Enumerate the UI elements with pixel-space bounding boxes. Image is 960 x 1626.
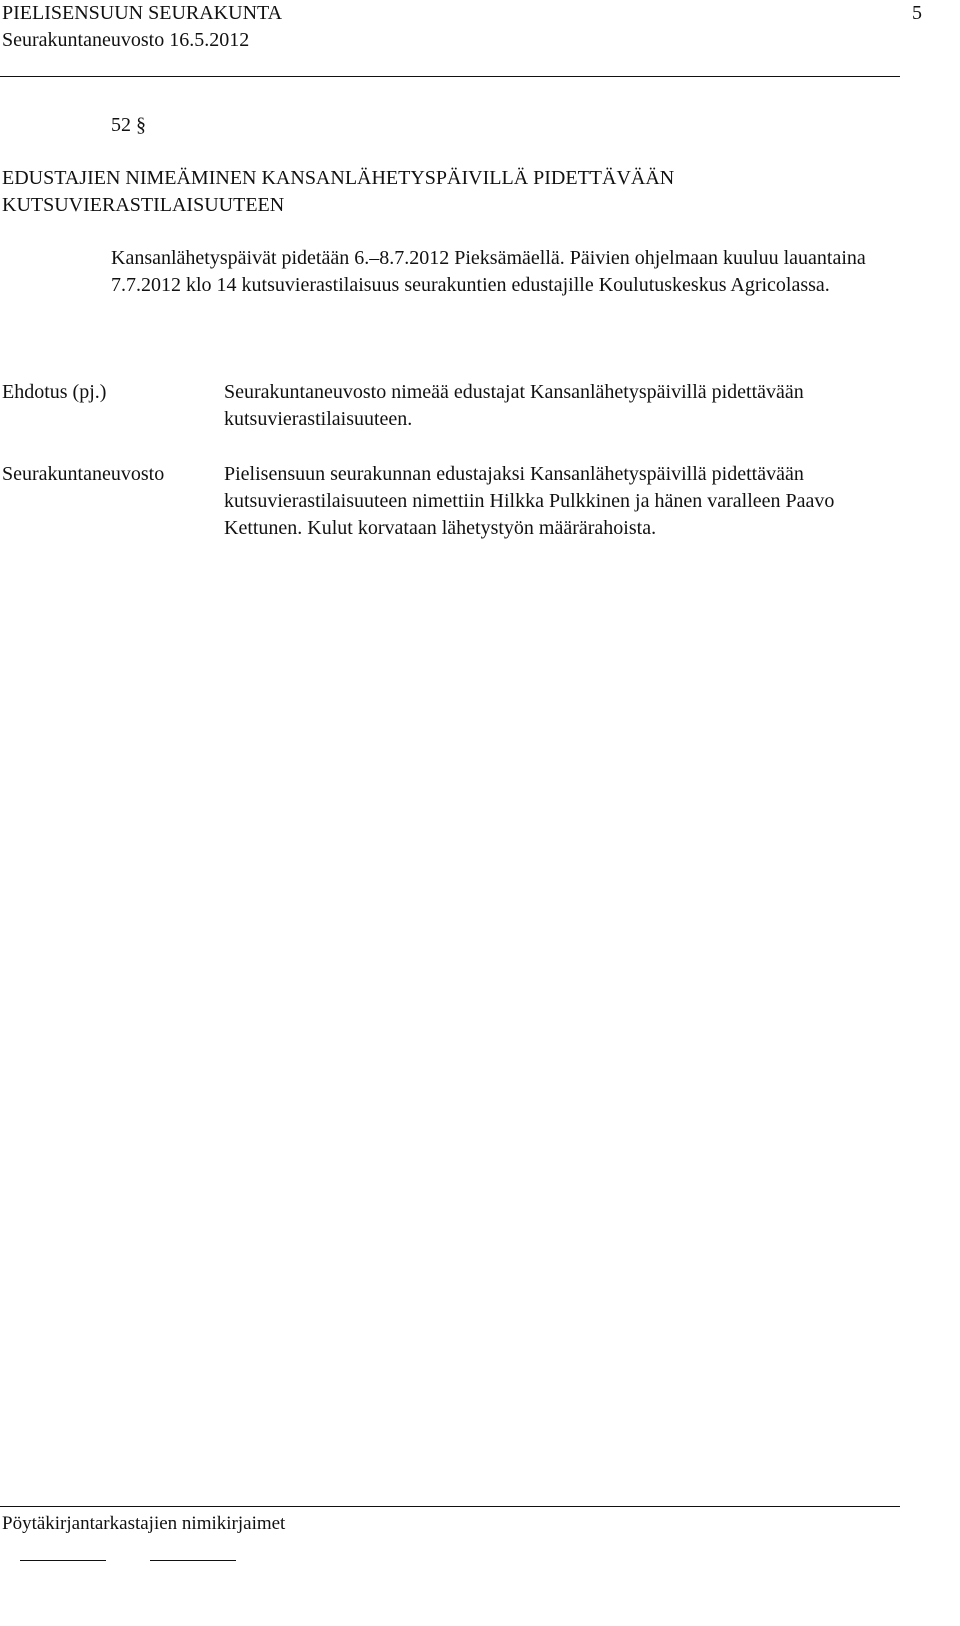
initials-line-1 [20,1560,106,1561]
meeting-info: Seurakuntaneuvosto 16.5.2012 [2,29,250,51]
decision-label: Seurakuntaneuvosto [2,463,165,485]
organization-name: PIELISENSUUN SEURAKUNTA [2,2,283,24]
header-divider [0,76,900,77]
decision-text: Pielisensuun seurakunnan edustajaksi Kansanlähetyspäivillä pidettävään kutsuvierastilaisuuteen nimettiin Hilkka Pulkkinen ja hänen varalleen Paavo Kettunen. Kulut korvataan lähetystyön määrärahoista. [224,463,835,539]
section-number: 52 § [111,114,146,136]
footer-divider [0,1506,900,1507]
initials-line-2 [150,1560,236,1561]
proposal-label: Ehdotus (pj.) [2,381,107,403]
proposal-text: Seurakuntaneuvosto nimeää edustajat Kansanlähetyspäivillä pidettävään kutsuvierastilaisuuteen. [224,381,804,430]
page-number: 5 [912,2,922,24]
section-intro: Kansanlähetyspäivät pidetään 6.–8.7.2012 Pieksämäellä. Päivien ohjelmaan kuuluu lauantaina 7.7.2012 klo 14 kutsuvierastilaisuus seurakuntien edustajille Koulutuskeskus Agricolassa. [111,247,866,296]
footer-label: Pöytäkirjantarkastajien nimikirjaimet [2,1513,286,1534]
section-title: EDUSTAJIEN NIMEÄMINEN KANSANLÄHETYSPÄIVILLÄ PIDETTÄVÄÄN KUTSUVIERASTILAISUUTEEN [2,167,675,216]
